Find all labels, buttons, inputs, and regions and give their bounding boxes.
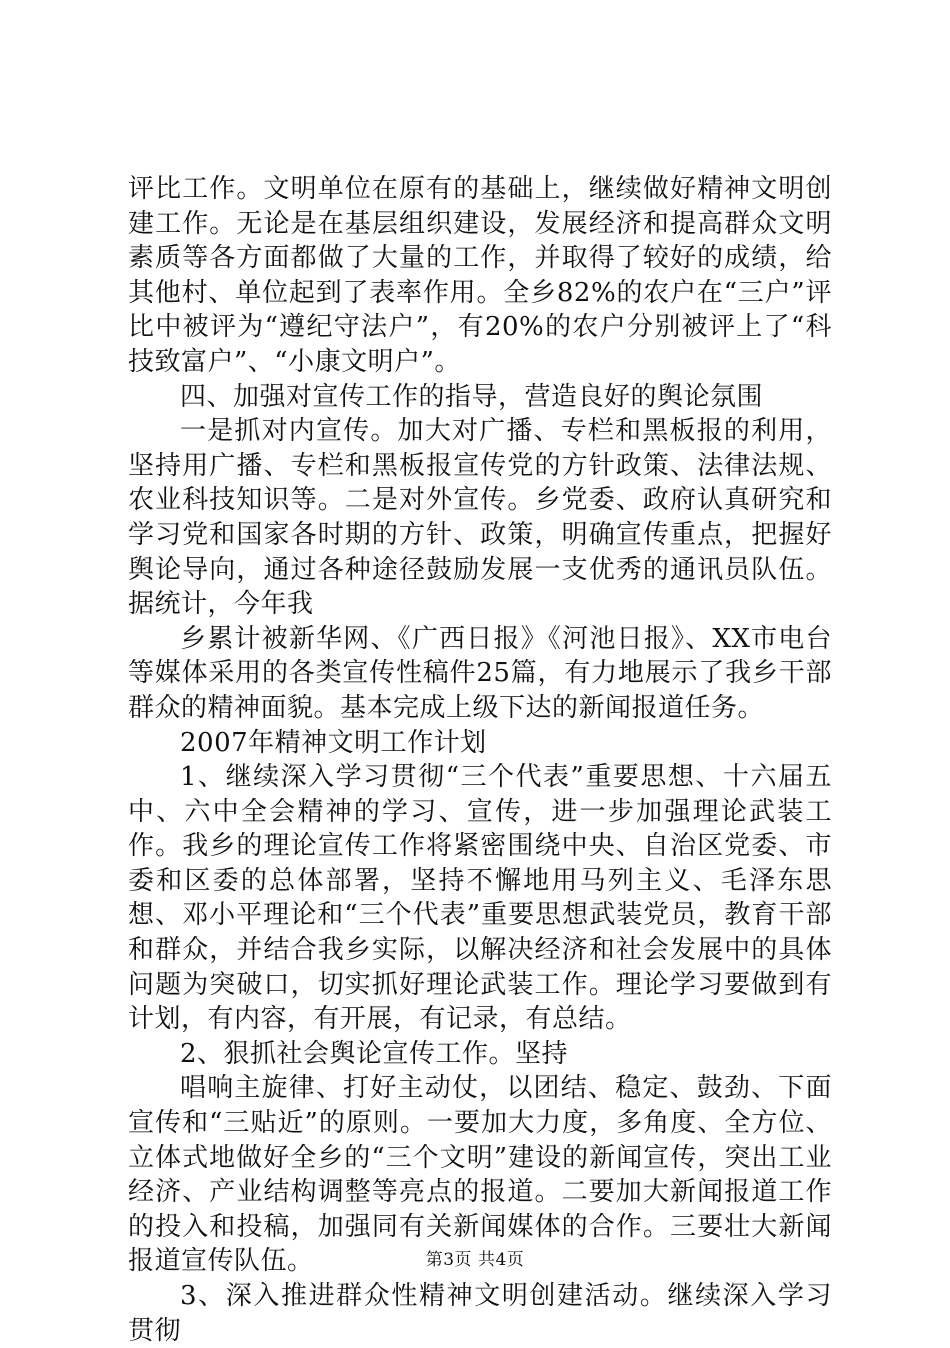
document-body [128, 172, 832, 1348]
plan-item-1: 1、继续深入学习贯彻“三个代表”重要思想、十六届五中、六中全会精神的学习、宣传，进一步加强理论武装工作。我乡的理论宣传工作将紧密围绕中央、自治区党委、市委和区委的总体部署，坚持不懈地用马列主义、毛泽东思想、邓小平理论和“三个代表”重要思想武装党员，教育干部和群众，并结合我乡实际，以解决经济和社会发展中的具体问题为突破口，切实抓好理论武装工作。理论学习要做到有计划，有内容，有开展，有记录，有总结。 [128, 762, 832, 1035]
page-number-footer: 第3页 共4页 [425, 1250, 525, 1270]
plan-item-2: 2、狠抓社会舆论宣传工作。坚持 [180, 1038, 569, 1069]
plan-item-3: 3、深入推进群众性精神文明创建活动。继续深入学习贯彻 [128, 1281, 832, 1346]
paragraph-internal-publicity: 一是抓对内宣传。加大对广播、专栏和黑板报的利用，坚持用广播、专栏和黑板报宣传党的方针政策、法律法规、农业科技知识等。二是对外宣传。乡党委、政府认真研究和学习党和国家各时期的方针、政策，明确宣传重点，把握好舆论导向，通过各种途径鼓励发展一支优秀的通讯员队伍。据统计，今年我 [128, 416, 832, 620]
plan-item-2-continued: 唱响主旋律、打好主动仗，以团结、稳定、鼓劲、下面宣传和“三贴近”的原则。一要加大力度，多角度、全方位、立体式地做好全乡的“三个文明”建设的新闻宣传，突出工业经济、产业结构调整等亮点的报道。二要加大新闻报道工作的投入和投稿，加强同有关新闻媒体的合作。三要壮大新闻报道宣传队伍。 [128, 1073, 832, 1277]
plan-title: 2007年精神文明工作计划 [180, 727, 487, 758]
paragraph-1: 评比工作。文明单位在原有的基础上，继续做好精神文明创建工作。无论是在基层组织建设，发展经济和提高群众文明素质等各方面都做了大量的工作，并取得了较好的成绩，给其他村、单位起到了表率作用。全乡82%的农户在“三户”评比中被评为“遵纪守法户”，有20%的农户分别被评上了“科技致富户”、“小康文明户”。 [128, 174, 832, 377]
paragraph-media-stats: 乡累计被新华网、《广西日报》《河池日报》、XX市电台等媒体采用的各类宣传性稿件25篇，有力地展示了我乡干部群众的精神面貌。基本完成上级下达的新闻报道任务。 [128, 623, 832, 723]
section-heading-4: 四、加强对宣传工作的指导，营造良好的舆论氛围 [180, 381, 764, 412]
